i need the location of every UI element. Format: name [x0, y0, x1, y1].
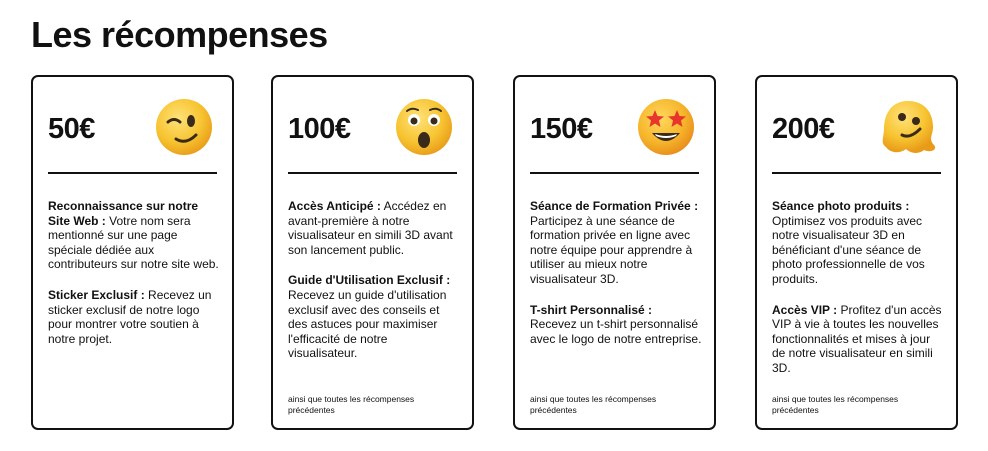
reward-item-label: Séance photo produits : [772, 199, 910, 213]
reward-item [772, 199, 944, 287]
reward-item [530, 303, 702, 347]
reward-item [772, 303, 944, 376]
reward-item-label: Reconnaissance sur notre Site Web : [48, 199, 199, 228]
reward-item-label: Séance de Formation Privée : [530, 199, 699, 213]
melting-face-icon [878, 97, 938, 157]
reward-item-text: Recevez un t-shirt personnalisé avec le logo de notre entreprise. [530, 317, 702, 346]
reward-card-150[interactable] [513, 75, 716, 430]
reward-footnote: ainsi que toutes les récompenses précédentes [530, 394, 657, 415]
divider [530, 172, 699, 174]
reward-item-text: Recevez un guide d'utilisation exclusif avec des conseils et des astuces pour maximiser l'efficacité de notre visualisateur. [288, 287, 447, 361]
page-title: Les récompenses [31, 14, 328, 55]
reward-item [288, 273, 460, 361]
reward-item-text: Profitez d'un accès VIP à vie à toutes les nouvelles fonctionnalités et mises à jour de notre visualisateur en simili 3D. [772, 302, 942, 375]
reward-description [288, 199, 460, 377]
astonished-face-icon [394, 97, 454, 157]
reward-footnote: ainsi que toutes les récompenses précédentes [772, 394, 899, 415]
reward-price: 150€ [530, 113, 593, 145]
reward-item [48, 199, 220, 272]
reward-item-text: Recevez un sticker exclusif de notre logo pour montrer votre soutien à notre projet. [48, 287, 212, 346]
reward-card-100[interactable] [271, 75, 474, 430]
reward-description [530, 199, 702, 362]
reward-item-label: Guide d'Utilisation Exclusif : [288, 273, 451, 288]
reward-price: 50€ [48, 113, 95, 145]
reward-item-label: T-shirt Personnalisé : [530, 302, 653, 317]
reward-item-text: Votre nom sera mentionné sur une page spéciale dédiée aux contributeurs sur notre site web. [48, 213, 219, 272]
reward-card-200[interactable] [755, 75, 958, 430]
divider [288, 172, 457, 174]
reward-item [288, 199, 460, 257]
reward-footnote: ainsi que toutes les récompenses précédentes [288, 394, 415, 415]
reward-description [48, 199, 220, 362]
divider [48, 172, 217, 174]
reward-price: 100€ [288, 113, 351, 145]
reward-item-text: Participez à une séance de formation privée en ligne avec notre équipe pour apprendre à utiliser au mieux notre visualisateur 3D. [530, 213, 693, 286]
reward-item-text: Accédez en avant-première à notre visualisateur en simili 3D avant son lancement public. [288, 199, 453, 257]
reward-item-label: Accès VIP : [772, 302, 838, 317]
reward-item [530, 199, 702, 287]
reward-item-label: Accès Anticipé : [288, 199, 381, 213]
reward-price: 200€ [772, 113, 835, 145]
reward-item [48, 288, 220, 346]
reward-item-label: Sticker Exclusif : [48, 287, 145, 302]
divider [772, 172, 941, 174]
reward-description [772, 199, 944, 392]
reward-card-50[interactable] [31, 75, 234, 430]
winking-face-icon [154, 97, 214, 157]
star-struck-face-icon [636, 97, 696, 157]
reward-item-text: Optimisez vos produits avec notre visualisateur 3D en bénéficiant d'une séance de photo professionnelle de vos produits. [772, 213, 925, 286]
